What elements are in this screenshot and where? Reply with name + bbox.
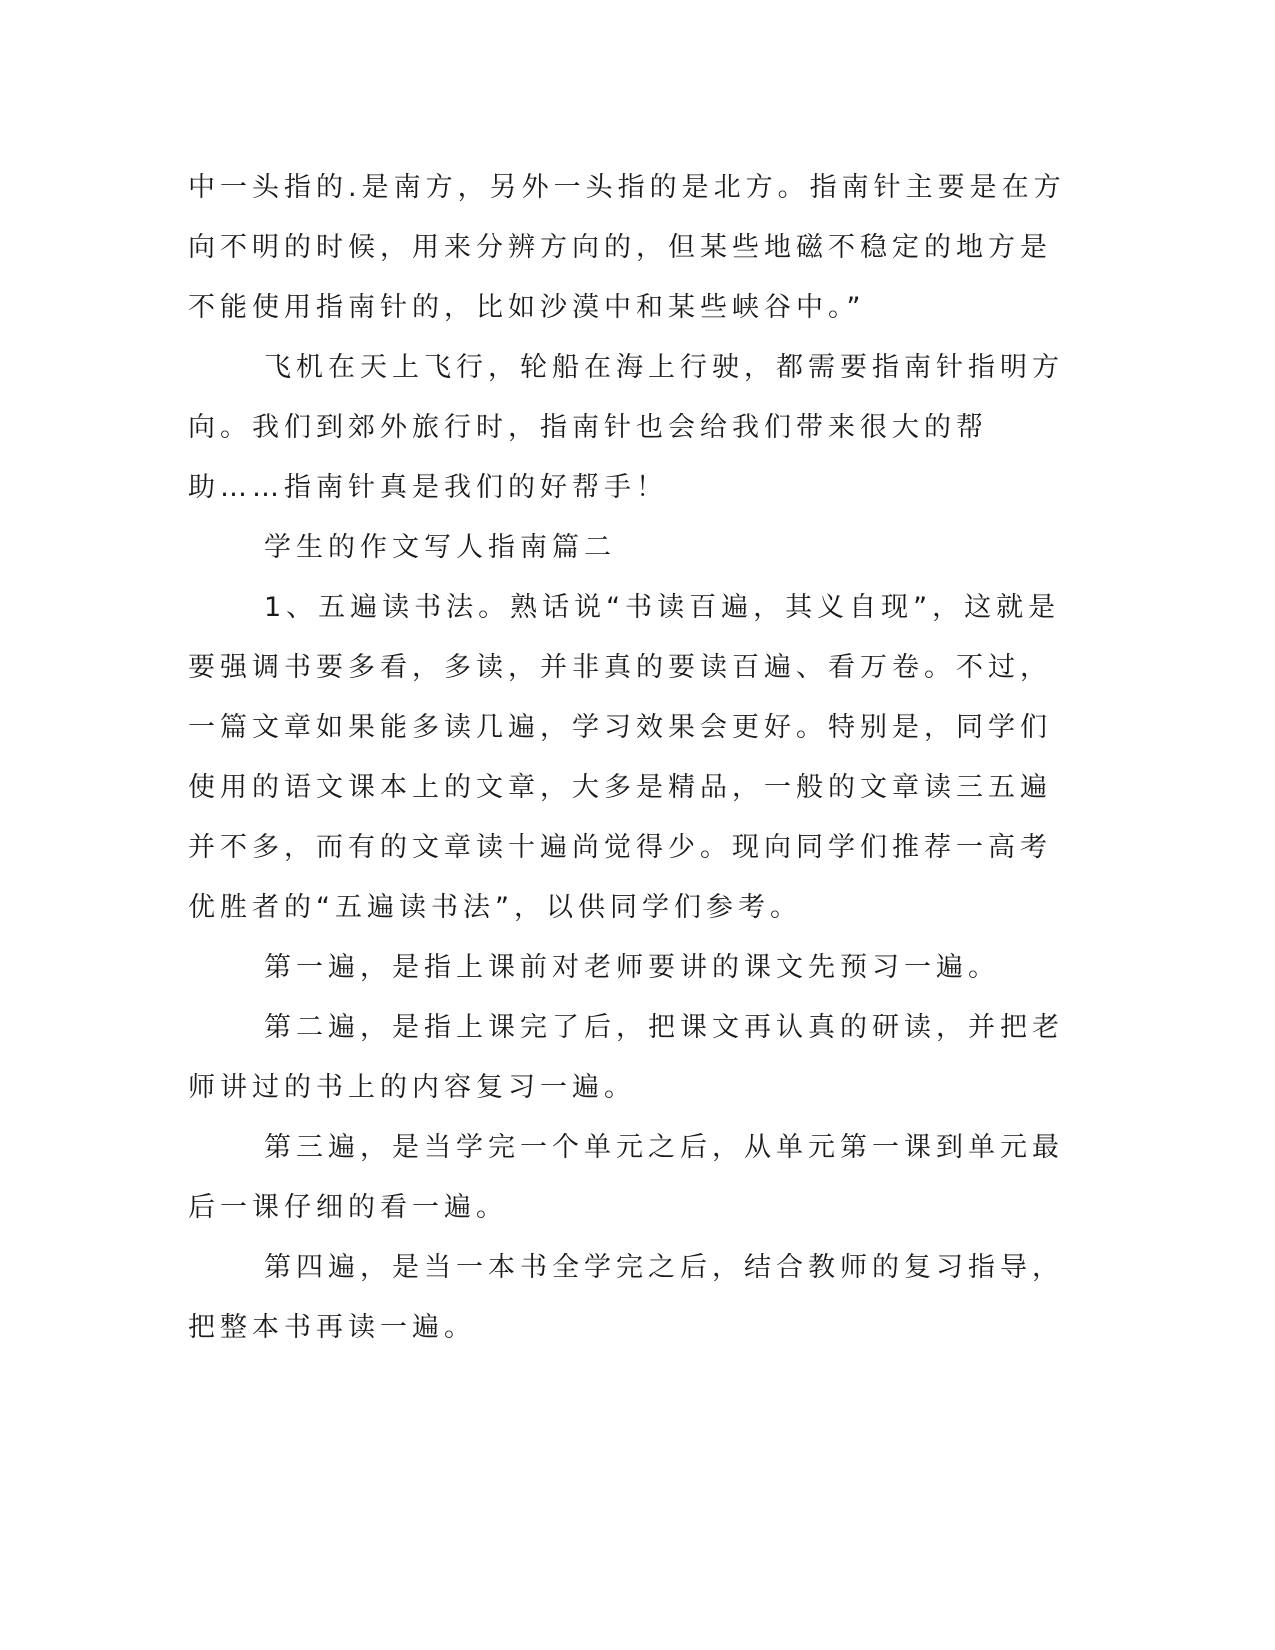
- paragraph-compass-continued: 中一头指的.是南方，另外一头指的是北方。指南针主要是在方向不明的时候，用来分辨方向的，但某些地磁不稳定的地方是不能使用指南针的，比如沙漠中和某些峡谷中。”: [188, 172, 1066, 323]
- paragraph-compass-helper: 飞机在天上飞行，轮船在海上行驶，都需要指南针指明方向。我们到郊外旅行时，指南针也会给我们带来很大的帮助……指南针真是我们的好帮手！: [188, 352, 1064, 503]
- paragraph-fourth-reading: 第四遍，是当一本书全学完之后，结合教师的复习指导，把整本书再读一遍。: [188, 1252, 1064, 1343]
- document-body: [188, 158, 1068, 1358]
- paragraph-five-readings-method: 1、五遍读书法。熟话说“书读百遍，其义自现”，这就是要强调书要多看，多读，并非真的要读百遍、看万卷。不过，一篇文章如果能多读几遍，学习效果会更好。特别是，同学们使用的语文课本上的文章，大多是精品，一般的文章读三五遍并不多，而有的文章读十遍尚觉得少。现向同学们推荐一高考优胜者的“五遍读书法”，以供同学们参考。: [188, 592, 1061, 923]
- section-heading: 学生的作文写人指南篇二: [264, 532, 616, 563]
- paragraph-second-reading: 第二遍，是指上课完了后，把课文再认真的研读，并把老师讲过的书上的内容复习一遍。: [188, 1012, 1064, 1103]
- paragraph-first-reading: 第一遍，是指上课前对老师要讲的课文先预习一遍。: [264, 952, 1000, 983]
- paragraph-third-reading: 第三遍，是当学完一个单元之后，从单元第一课到单元最后一课仔细的看一遍。: [188, 1132, 1064, 1223]
